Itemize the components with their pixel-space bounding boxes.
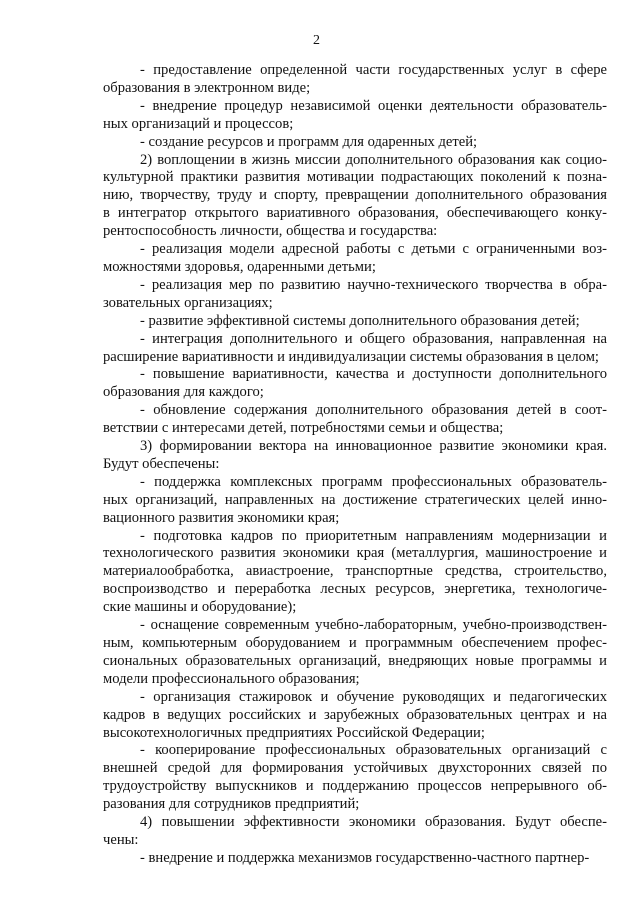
text-line: - развитие эффективной системы дополнительного образования детей; (140, 312, 580, 329)
paragraph (103, 98, 607, 134)
text-line: кадров в ведущих российских и зарубежных образовательных центрах и на (103, 706, 607, 723)
text-line: воспроизводство и переработка лесных ресурсов, энергетика, технологиче- (103, 581, 607, 598)
text-line: - реализация модели адресной работы с детьми с ограниченными воз- (140, 241, 607, 258)
text-line: ветствии с интересами детей, потребностями семьи и общества; (103, 420, 504, 437)
text-line: - подготовка кадров по приоритетным направлениям модернизации и (140, 527, 607, 544)
text-line: высокотехнологичных предприятиях Российской Федерации; (103, 724, 485, 741)
text-line: чены: (103, 831, 139, 848)
text-line: 4) повышении эффективности экономики образования. Будут обеспе- (140, 814, 607, 831)
text-line: модели профессионального образования; (103, 670, 360, 687)
paragraph (103, 617, 607, 689)
paragraph (103, 366, 607, 402)
text-line: Будут обеспечены: (103, 455, 220, 472)
text-line: - реализация мер по развитию научно-технического творчества в обра- (140, 276, 607, 293)
text-line: 2) воплощении в жизнь миссии дополнительного образования как социо- (140, 151, 607, 168)
text-line: - поддержка комплексных программ профессиональных образователь- (140, 473, 607, 490)
text-line: культурной практики развития мотивации подрастающих поколений к позна- (103, 169, 607, 186)
text-line: разования для сотрудников предприятий; (103, 796, 360, 813)
text-line: сиональных образовательных организаций, внедряющих новые программы и (103, 652, 607, 669)
text-line: - обновление содержания дополнительного образования детей в соот- (140, 402, 607, 419)
text-line: 3) формировании вектора на инновационное развитие экономики края. (140, 438, 607, 455)
text-line: нию, творчеству, труду и спорту, превращении дополнительного образования (103, 187, 607, 204)
text-line: - создание ресурсов и программ для одаренных детей; (140, 133, 478, 150)
text-line: - организация стажировок и обучение руководящих и педагогических (140, 688, 607, 705)
text-line: образования в электронном виде; (103, 79, 311, 96)
text-line: ных организаций, направленных на достижение стратегических целей инно- (103, 491, 607, 508)
paragraph (103, 62, 607, 98)
text-line: - повышение вариативности, качества и доступности дополнительного (140, 366, 607, 383)
paragraph (103, 438, 607, 474)
text-line: - интеграция дополнительного и общего образования, направленная на (140, 330, 607, 347)
text-line: - предоставление определенной части государственных услуг в сфере (140, 62, 607, 78)
paragraph (103, 474, 607, 528)
text-line: - внедрение процедур независимой оценки деятельности образователь- (140, 97, 607, 114)
paragraph (103, 689, 607, 743)
paragraph (103, 528, 607, 618)
text-line: ские машины и оборудование); (103, 599, 297, 616)
text-line: технологического развития экономики края (металлургия, машиностроение и (103, 545, 607, 562)
paragraph (103, 850, 607, 868)
text-line: образования для каждого; (103, 384, 264, 401)
text-line: трудоустройству выпускников и поддержанию процессов непрерывного об- (103, 778, 607, 795)
text-line: рентоспособность личности, общества и государства: (103, 223, 438, 240)
text-line: - оснащение современным учебно-лабораторным, учебно-производствен- (140, 617, 607, 634)
paragraph (103, 241, 607, 277)
text-line: - кооперирование профессиональных образовательных организаций с (140, 742, 607, 759)
text-line: материалообработка, авиастроение, транспортные средства, строительство, (103, 563, 607, 580)
paragraph (103, 331, 607, 367)
paragraph (103, 742, 607, 814)
text-line: можностями здоровья, одаренными детьми; (103, 258, 376, 275)
text-line: зовательных организациях; (103, 294, 273, 311)
text-line: ным, компьютерным оборудованием и программным обеспечением профес- (103, 635, 607, 651)
text-line: внешней средой для формирования устойчивых двухсторонних связей по (103, 760, 607, 777)
paragraph (103, 313, 607, 331)
paragraph (103, 152, 607, 242)
paragraph (103, 814, 607, 850)
text-line: ных организаций и процессов; (103, 115, 294, 132)
paragraph (103, 277, 607, 313)
paragraph (103, 402, 607, 438)
text-line: - внедрение и поддержка механизмов государственно-частного партнер- (140, 849, 590, 866)
text-line: расширение вариативности и индивидуализации системы образования в целом; (103, 348, 599, 365)
text-line: вационного развития экономики края; (103, 509, 340, 526)
document-body (103, 62, 607, 868)
page-number: 2 (313, 33, 320, 48)
paragraph (103, 134, 607, 152)
text-line: в интегратор открытого вариативного образования, обеспечивающего конку- (103, 205, 607, 222)
